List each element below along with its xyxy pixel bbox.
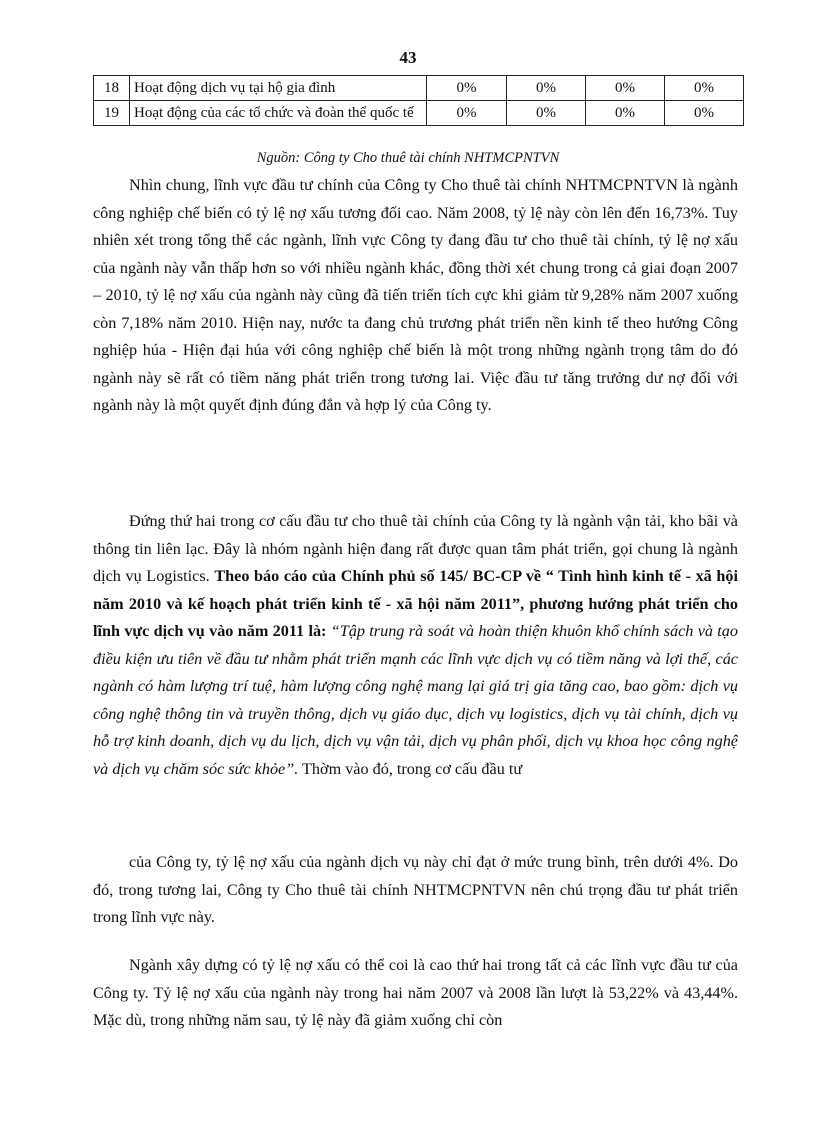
paragraph-1: Nhìn chung, lĩnh vực đầu tư chính của Công ty Cho thuê tài chính NHTMCPNTVN là ngành công nghiệp chế biến có tỷ lệ nợ xấu tương đối cao. Năm 2008, tỷ lệ này còn lên đến 16,73%. Tuy nhiên xét trong tổng thể các ngành, lĩnh vực Công ty đang đầu tư cho thuê tài chính, tỷ lệ nợ xấu của ngành này vẫn thấp hơn so với nhiều ngành khác, đồng thời xét chung trong cả giai đoạn 2007 – 2010, tỷ lệ nợ xấu của ngành này cũng đã tiến triển tích cực khi giảm từ 9,28% năm 2007 xuống còn 7,18% năm 2010. Hiện nay, nước ta đang chủ trương phát triển nền kinh tế theo hướng Công nghiệp húa - Hiện đại húa với công nghiệp chế biến là một trong những ngành trọng tâm do đó ngành này sẽ rất có tiềm năng phát triển trong tương lai. Việc đầu tư tăng trưởng dư nợ đối với ngành này là một quyết định đúng đắn và hợp lý của Công ty. xyxy=(93,176,738,414)
paragraph-3: của Công ty, tỷ lệ nợ xấu của ngành dịch vụ này chỉ đạt ở mức trung bình, trên dưới 4%. Do đó, trong tương lai, Công ty Cho thuê tài chính NHTMCPNTVN nên chú trọng đầu tư phát triển trong lĩnh vực này. xyxy=(93,853,738,926)
sector-name: Hoạt động dịch vụ tại hộ gia đình xyxy=(130,76,427,101)
government-report-reference: Theo báo cáo của Chính phủ số 145/ BC-CP về “ Tình hình kinh tế - xã hội năm 2010 và kế hoạch phát triển kinh tế - xã hội năm 2011”, phương hướng phát triển cho lĩnh vực dịch vụ vào năm 2011 là: xyxy=(93,567,738,640)
table-row xyxy=(94,101,744,126)
table-source: Nguồn: Công ty Cho thuê tài chính NHTMCPNTVN xyxy=(256,150,560,166)
government-report-quote: “Tập trung rà soát và hoàn thiện khuôn khổ chính sách và tạo điều kiện ưu tiên về đầu tư nhằm phát triển mạnh các lĩnh vực dịch vụ có tiềm năng và lợi thế, các ngành có hàm lượng trí tuệ, hàm lượng công nghệ mang lại giá trị gia tăng cao, bao gồm: dịch vụ công nghệ thông tin và truyền thông, dịch vụ giáo dục, dịch vụ logistics, dịch vụ tài chính, dịch vụ hỗ trợ kinh doanh, dịch vụ du lịch, dịch vụ vận tải, dịch vụ phân phối, dịch vụ khoa học công nghệ và dịch vụ chăm sóc sức khỏe”. xyxy=(93,622,738,778)
value-cell: 0% xyxy=(427,76,507,101)
paragraph-2-intro: Đứng thứ hai trong cơ cấu đầu tư cho thuê tài chính của Công ty là ngành vận tải, kho bãi và thông tin liên lạc. Đây là nhóm ngành hiện đang rất được quan tâm phát triển, gọi chung là ngành dịch vụ Logistics. xyxy=(93,512,738,585)
paragraph-2 xyxy=(93,508,738,783)
sector-name: Hoạt động của các tổ chức và đoàn thể quốc tế xyxy=(130,101,427,126)
value-cell: 0% xyxy=(665,101,744,126)
value-cell: 0% xyxy=(507,76,586,101)
paragraph-4: Ngành xây dựng có tỷ lệ nợ xấu có thể coi là cao thứ hai trong tất cả các lĩnh vực đầu tư của Công ty. Tỷ lệ nợ xấu của ngành này trong hai năm 2007 và 2008 lần lượt là 53,22% và 43,44%. Mặc dù, trong những năm sau, tỷ lệ này đã giảm xuống chỉ còn xyxy=(93,956,738,1029)
table-row xyxy=(94,76,744,101)
row-number: 18 xyxy=(94,76,130,101)
page-number: 43 xyxy=(399,48,417,67)
row-number: 19 xyxy=(94,101,130,126)
sector-table xyxy=(93,75,744,126)
value-cell: 0% xyxy=(586,76,665,101)
value-cell: 0% xyxy=(427,101,507,126)
value-cell: 0% xyxy=(665,76,744,101)
value-cell: 0% xyxy=(507,101,586,126)
paragraph-2-end: Thờm vào đó, trong cơ cấu đầu tư xyxy=(298,759,523,778)
value-cell: 0% xyxy=(586,101,665,126)
